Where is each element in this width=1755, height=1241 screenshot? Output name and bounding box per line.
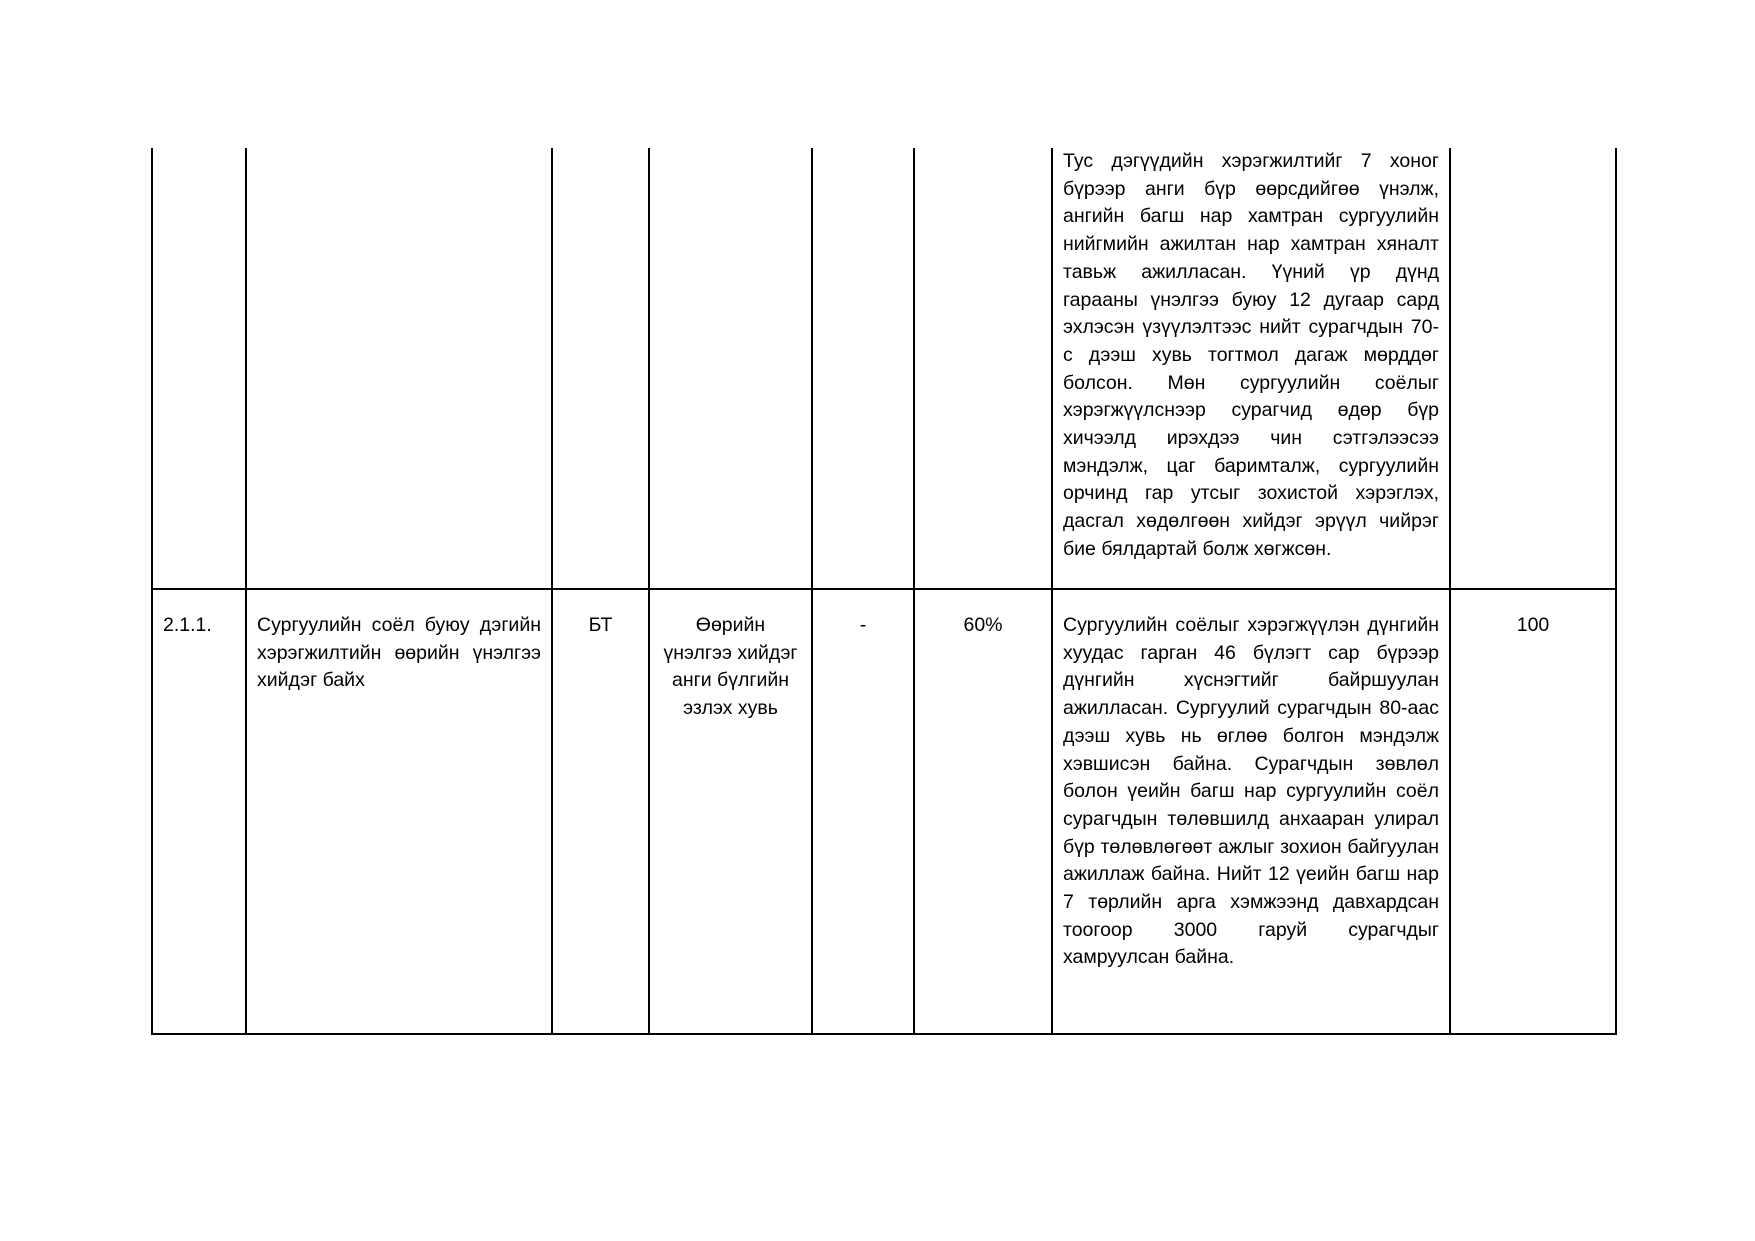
table-row: [152, 589, 1616, 1034]
cell-result-continued: [1052, 148, 1450, 589]
cell-target-continued: [914, 148, 1052, 589]
result-text: Сургуулийн соёлыг хэрэгжүүлэн дүнгийн хуудас гарган 46 бүлэгт сар бүрээр дүнгийн хүснэгтийг байршуулан ажилласан. Сургуулий сурагчдын 80-аас дээш хувь нь өглөө болгон мэндэлж хэвшисэн байна. Сурагчдын зөвлөл болон үеийн багш нар сургуулийн соёл сурагчдын төлөвшилд анхааран улирал бүр төлөвлөгөөт ажлыг зохион байгуулан ажиллаж байна. Нийт 12 үеийн багш нар 7 төрлийн арга хэмжээнд давхардсан тоогоор 3000 гаруй сурагчдыг хамруулсан байна.: [1063, 614, 1439, 969]
row-number: 2.1.1.: [163, 614, 212, 636]
cell-score: [1450, 589, 1616, 1034]
table-row-continued: [152, 148, 1616, 589]
cell-result: [1052, 589, 1450, 1034]
cell-baseline-continued: [812, 148, 914, 589]
responsible-text: БТ: [588, 614, 613, 636]
cell-number-continued: [152, 148, 246, 589]
result-text-continued: Тус дэгүүдийн хэрэгжилтийг 7 хоног бүрээр анги бүр өөрсдийгөө үнэлж, ангийн багш нар хамтран сургуулийн нийгмийн ажилтан нар хамтран хяналт тавьж ажилласан. Үүний үр дүнд гарааны үнэлгээ буюу 12 дугаар сард эхлэсэн үзүүлэлтээс нийт сурагчдын 70-с дээш хувь тогтмол дагаж мөрддөг болсон. Мөн сургуулийн соёлыг хэрэгжүүлснээр сурагчид өдөр бүр хичээлд ирэхдээ чин сэтгэлээсээ мэндэлж, цаг баримталж, сургуулийн орчинд гар утсыг зохистой хэрэглэх, дасгал хөдөлгөөн хийдэг эрүүл чийрэг бие бялдартай болж хөгжсөн.: [1063, 150, 1439, 560]
cell-activity: [246, 589, 552, 1034]
indicator-text: Өөрийн үнэлгээ хийдэг анги бүлгийн эзлэх хувь: [663, 614, 798, 720]
activity-text: Сургуулийн соёл буюу дэгийн хэрэгжилтийн өөрийн үнэлгээ хийдэг байх: [257, 614, 541, 692]
cell-activity-continued: [246, 148, 552, 589]
cell-indicator: [649, 589, 812, 1034]
cell-target: [914, 589, 1052, 1034]
cell-responsible-continued: [552, 148, 649, 589]
cell-score-continued: [1450, 148, 1616, 589]
score-text: 100: [1516, 614, 1550, 636]
cell-baseline: [812, 589, 914, 1034]
cell-indicator-continued: [649, 148, 812, 589]
target-text: 60%: [963, 614, 1003, 636]
cell-number: [152, 589, 246, 1034]
report-table: [151, 148, 1617, 1035]
cell-responsible: [552, 589, 649, 1034]
baseline-text: -: [859, 614, 867, 636]
